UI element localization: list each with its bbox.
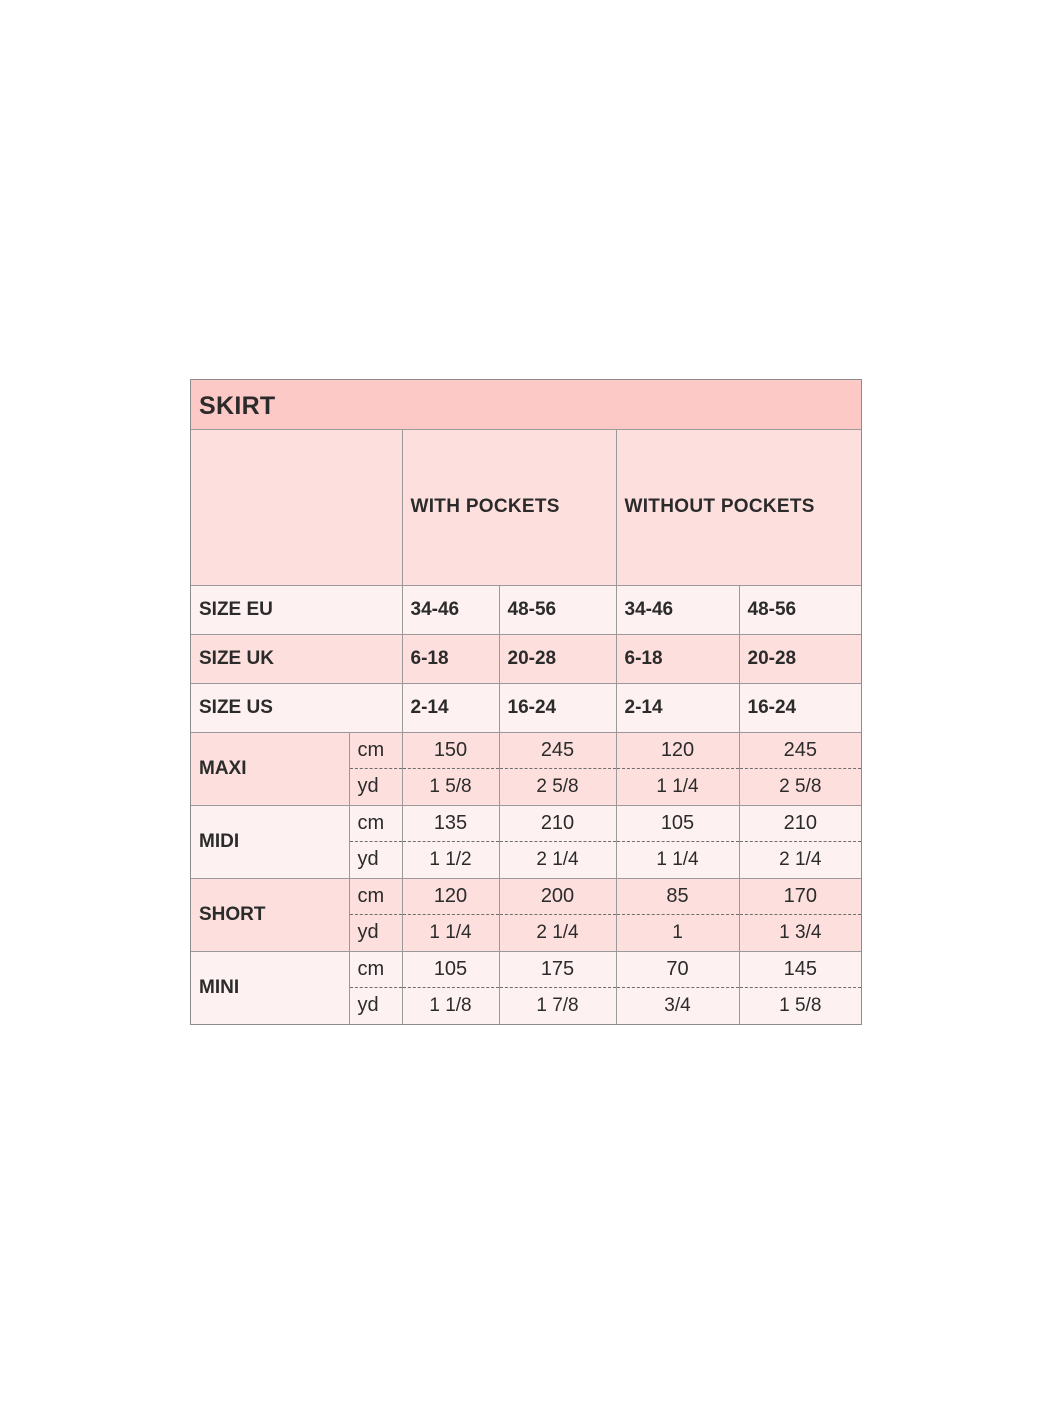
yd-value: 2 1/4: [499, 841, 616, 878]
yd-value: 1 3/4: [739, 914, 861, 951]
cm-value: 145: [739, 951, 861, 987]
yd-value: 1: [616, 914, 739, 951]
group-with-pockets: WITH POCKETS: [402, 429, 616, 585]
group-header-row: [191, 429, 861, 585]
unit-yd: yd: [349, 914, 402, 951]
size-row-us: [191, 683, 861, 732]
yd-value: 1 1/8: [402, 987, 499, 1024]
cm-value: 170: [739, 878, 861, 914]
cm-value: 105: [402, 951, 499, 987]
unit-cm: cm: [349, 951, 402, 987]
cm-value: 175: [499, 951, 616, 987]
unit-yd: yd: [349, 987, 402, 1024]
cm-value: 210: [739, 805, 861, 841]
size-label: SIZE UK: [191, 634, 402, 683]
cm-value: 150: [402, 732, 499, 768]
yd-value: 1 1/4: [616, 841, 739, 878]
yd-value: 1 7/8: [499, 987, 616, 1024]
yd-value: 2 1/4: [739, 841, 861, 878]
unit-cm: cm: [349, 732, 402, 768]
size-row-uk: [191, 634, 861, 683]
yd-value: 1 1/4: [616, 768, 739, 805]
yd-value: 2 5/8: [739, 768, 861, 805]
yd-value: 1 5/8: [402, 768, 499, 805]
yd-value: 1 1/4: [402, 914, 499, 951]
size-value: 16-24: [499, 683, 616, 732]
size-value: 48-56: [499, 585, 616, 634]
yd-value: 3/4: [616, 987, 739, 1024]
yd-value: 1 5/8: [779, 994, 822, 1016]
size-value: 6-18: [402, 634, 499, 683]
unit-yd: yd: [349, 768, 402, 805]
size-label: SIZE US: [191, 683, 402, 732]
length-label-midi: MIDI: [191, 805, 349, 878]
title-row: [191, 380, 861, 429]
length-label-short: SHORT: [191, 878, 349, 951]
yd-value: 2 5/8: [499, 768, 616, 805]
unit-cm: cm: [349, 805, 402, 841]
cm-value: 120: [402, 878, 499, 914]
size-label: SIZE EU: [191, 585, 402, 634]
length-label-maxi: MAXI: [191, 732, 349, 805]
size-value: 48-56: [739, 585, 861, 634]
fabric-requirements-table: [191, 380, 861, 1024]
size-value: 34-46: [616, 585, 739, 634]
length-row-midi-cm: [191, 805, 861, 841]
length-label-mini: MINI: [191, 951, 349, 1024]
cm-value: 135: [402, 805, 499, 841]
size-value: 34-46: [402, 585, 499, 634]
size-value: 20-28: [499, 634, 616, 683]
header-blank-cell: [191, 429, 402, 585]
yd-value: 2 1/4: [499, 914, 616, 951]
group-without-pockets: WITHOUT POCKETS: [616, 429, 861, 585]
unit-cm: cm: [349, 878, 402, 914]
size-value: 16-24: [739, 683, 861, 732]
size-value: 2-14: [616, 683, 739, 732]
cm-value: 105: [616, 805, 739, 841]
yd-value: 1 1/2: [402, 841, 499, 878]
length-row-short-cm: [191, 878, 861, 914]
table-title: SKIRT: [191, 380, 861, 429]
cm-value: 70: [616, 951, 739, 987]
cm-value: 85: [616, 878, 739, 914]
length-row-mini-cm: [191, 951, 861, 987]
skirt-fabric-table: [190, 379, 862, 1025]
unit-yd: yd: [349, 841, 402, 878]
cm-value: 245: [739, 732, 861, 768]
size-row-eu: [191, 585, 861, 634]
size-value: 20-28: [739, 634, 861, 683]
length-row-maxi-cm: [191, 732, 861, 768]
size-value: 6-18: [616, 634, 739, 683]
cm-value: 120: [616, 732, 739, 768]
cm-value: 200: [499, 878, 616, 914]
cm-value: 210: [499, 805, 616, 841]
cm-value: 245: [499, 732, 616, 768]
size-value: 2-14: [402, 683, 499, 732]
